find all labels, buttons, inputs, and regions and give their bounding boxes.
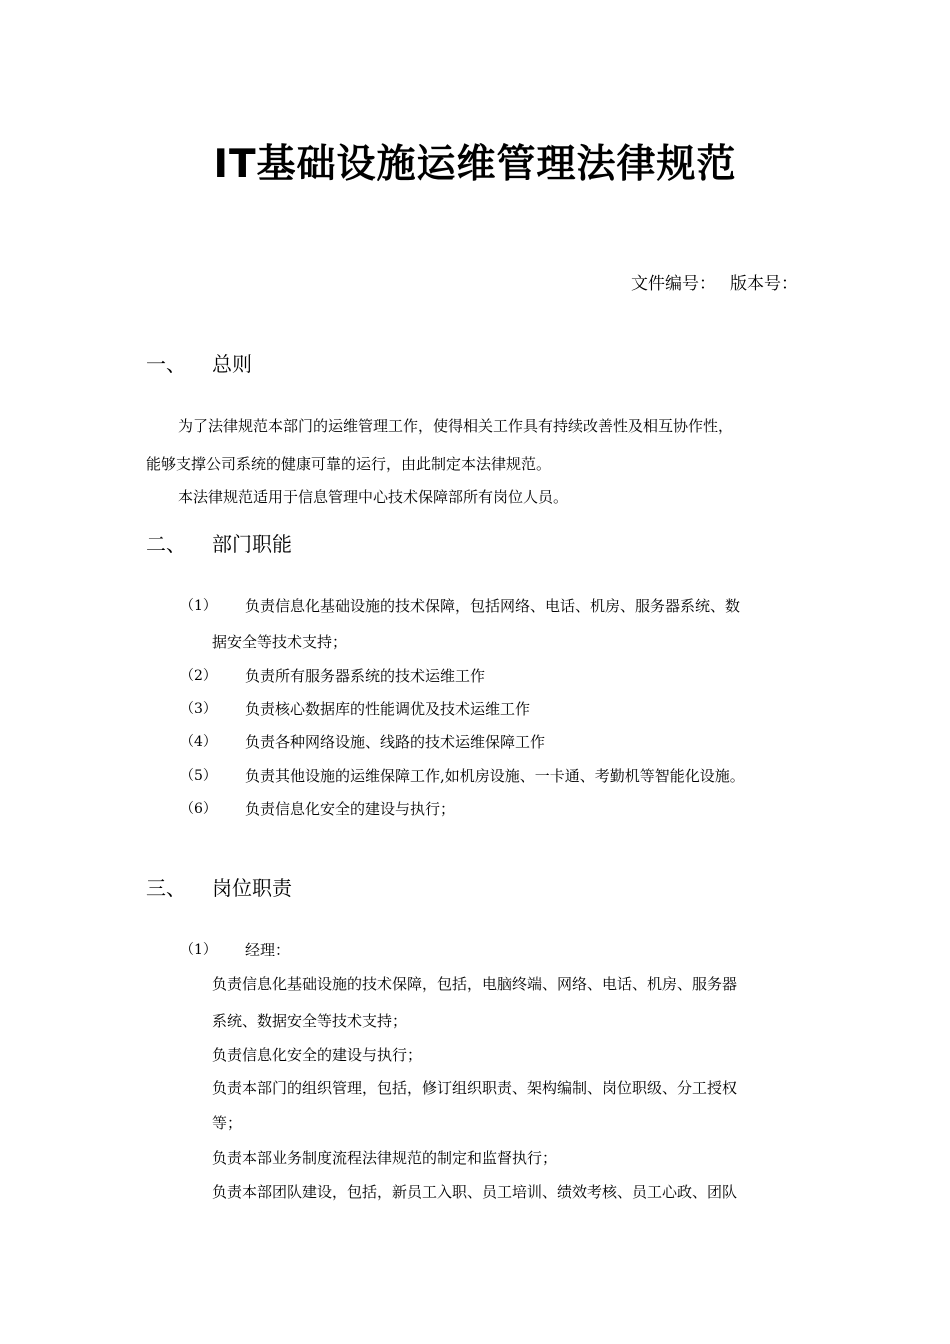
list-item-number: （5）	[180, 768, 217, 784]
section-number: 三、	[146, 876, 186, 900]
list-item-text: 负责其他设施的运维保障工作,如机房设施、一卡通、考勤机等智能化设施。	[245, 767, 745, 785]
paragraph-line: 能够支撑公司系统的健康可靠的运行，由此制定本法律规范。	[146, 455, 552, 473]
duty-line: 负责本部业务制度流程法律规范的制定和监督执行；	[212, 1149, 558, 1167]
paragraph-line: 本法律规范适用于信息管理中心技术保障部所有岗位人员。	[178, 488, 569, 506]
version-label: 版本号：	[730, 274, 798, 294]
duty-line: 系统、数据安全等技术支持；	[212, 1012, 408, 1030]
list-item-number: （6）	[180, 801, 217, 817]
file-number-label: 文件编号：	[631, 274, 716, 294]
section-title: 部门职能	[212, 532, 292, 556]
list-item-text: 负责所有服务器系统的技术运维工作	[245, 667, 486, 685]
duty-line: 负责本部门的组织管理，包括，修订组织职责、架构编制、岗位职级、分工授权	[212, 1079, 738, 1097]
paragraph-line: 为了法律规范本部门的运维管理工作，使得相关工作具有持续改善性及相互协作性，	[178, 417, 734, 435]
section-title: 总则	[212, 352, 252, 376]
list-item-number: （1）	[180, 942, 217, 958]
list-item-number: （1）	[180, 598, 217, 614]
list-item-text: 负责信息化基础设施的技术保障，包括网络、电话、机房、服务器系统、数	[245, 597, 741, 615]
list-item-text: 负责信息化安全的建设与执行；	[245, 800, 456, 818]
section-heading-job-duties	[146, 873, 292, 903]
list-item-text-continued: 据安全等技术支持；	[212, 633, 348, 651]
duty-line: 负责信息化安全的建设与执行；	[212, 1046, 423, 1064]
list-item-text: 负责核心数据库的性能调优及技术运维工作	[245, 700, 531, 718]
list-item-number: （4）	[180, 734, 217, 750]
section-heading-general	[146, 349, 252, 379]
duty-line: 负责本部团队建设，包括，新员工入职、员工培训、绩效考核、员工心政、团队	[212, 1183, 738, 1201]
document-title: IT基础设施运维管理法律规范	[213, 142, 737, 187]
document-meta	[631, 271, 798, 297]
duty-line: 等；	[212, 1114, 243, 1132]
list-item-number: （2）	[180, 668, 217, 684]
section-number: 一、	[146, 352, 186, 376]
section-number: 二、	[146, 532, 186, 556]
section-heading-department-functions	[146, 529, 292, 559]
list-item-text: 负责各种网络设施、线路的技术运维保障工作	[245, 733, 546, 751]
role-label: 经理：	[245, 941, 291, 959]
section-title: 岗位职责	[212, 876, 292, 900]
duty-line: 负责信息化基础设施的技术保障，包括，电脑终端、网络、电话、机房、服务器	[212, 975, 738, 993]
list-item-number: （3）	[180, 701, 217, 717]
